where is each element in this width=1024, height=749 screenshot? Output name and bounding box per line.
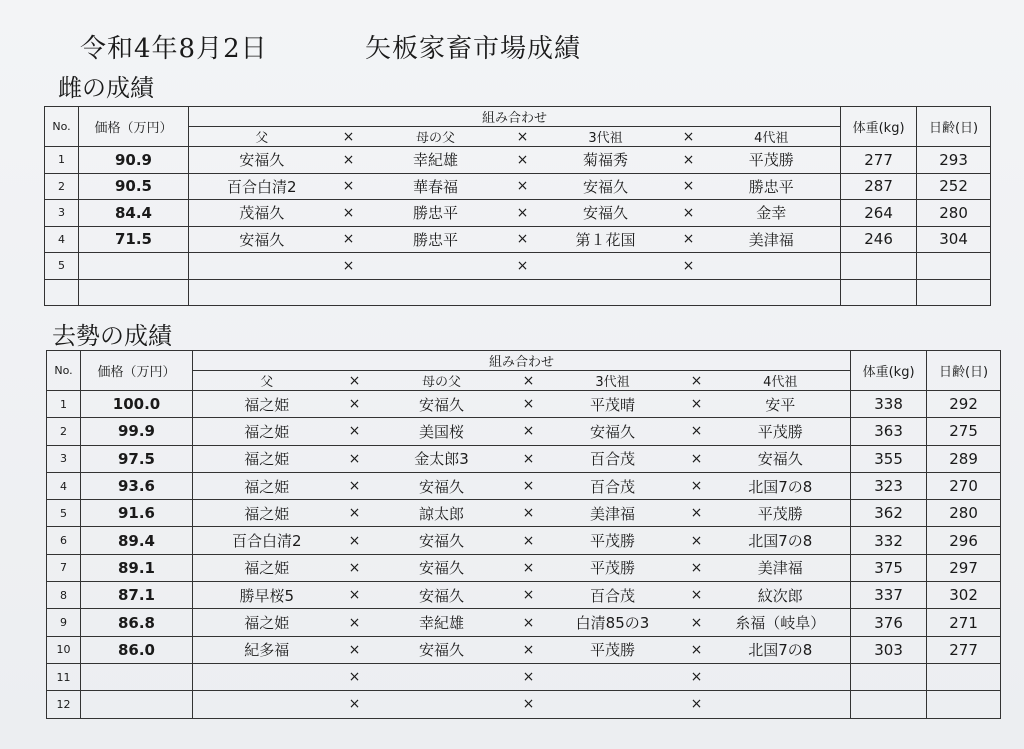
gen4-cell: 北国7の8	[711, 636, 851, 663]
dam-sire-cell	[363, 279, 509, 306]
gen4-cell: 安福久	[711, 445, 851, 472]
weight-cell: 323	[851, 472, 927, 499]
price-cell: 86.0	[81, 636, 193, 663]
combination-header: 組み合わせ	[189, 107, 841, 127]
cross-mark: ×	[509, 253, 537, 280]
gen4-cell: 平茂勝	[711, 500, 851, 527]
gen3-cell: 百合茂	[543, 472, 683, 499]
cross-header: ×	[509, 127, 537, 147]
cross-mark: ×	[515, 663, 543, 690]
gen3-cell: 安福久	[537, 173, 675, 200]
table-row	[45, 253, 991, 280]
table-row	[45, 173, 991, 200]
table-row	[47, 500, 1001, 527]
age-cell	[927, 691, 1001, 718]
age-cell: 252	[917, 173, 991, 200]
cross-mark: ×	[335, 173, 363, 200]
cross-mark: ×	[515, 527, 543, 554]
row-number: 1	[45, 147, 79, 174]
table-row	[47, 445, 1001, 472]
price-cell	[81, 663, 193, 690]
dam-sire-cell: 勝忠平	[363, 226, 509, 253]
weight-cell: 376	[851, 609, 927, 636]
cross-header: ×	[683, 371, 711, 391]
gen4-cell	[703, 279, 841, 306]
sire-cell: 勝早桜5	[193, 582, 341, 609]
row-number: 11	[47, 663, 81, 690]
combination-header: 組み合わせ	[193, 351, 851, 371]
sire-cell: 福之姫	[193, 445, 341, 472]
dam-sire-cell: 美国桜	[369, 418, 515, 445]
weight-cell: 303	[851, 636, 927, 663]
table-row	[45, 200, 991, 227]
cross-mark: ×	[341, 554, 369, 581]
price-cell	[81, 691, 193, 718]
cross-mark: ×	[509, 173, 537, 200]
age-cell: 304	[917, 226, 991, 253]
price-cell: 99.9	[81, 418, 193, 445]
dam-sire-cell: 安福久	[369, 636, 515, 663]
price-cell: 97.5	[81, 445, 193, 472]
price-header: 価格（万円）	[79, 107, 189, 147]
gen4-cell	[703, 253, 841, 280]
steer-results-table	[46, 350, 1001, 719]
sire-cell	[193, 663, 341, 690]
table-row	[47, 554, 1001, 581]
cross-mark	[335, 279, 363, 306]
cross-mark: ×	[683, 527, 711, 554]
sire-header: 父	[189, 127, 335, 147]
row-number: 9	[47, 609, 81, 636]
cross-mark: ×	[675, 200, 703, 227]
dam-sire-cell: 安福久	[369, 527, 515, 554]
gen3-cell: 平茂勝	[543, 527, 683, 554]
row-number: 3	[47, 445, 81, 472]
dam-sire-cell: 幸紀雄	[363, 147, 509, 174]
price-cell: 87.1	[81, 582, 193, 609]
gen3-cell: 第１花国	[537, 226, 675, 253]
steer-section-title: 去勢の成績	[52, 322, 172, 350]
dam-sire-cell: 安福久	[369, 472, 515, 499]
price-cell: 90.5	[79, 173, 189, 200]
row-number: 5	[45, 253, 79, 280]
cross-mark: ×	[341, 472, 369, 499]
cross-header: ×	[341, 371, 369, 391]
price-cell: 84.4	[79, 200, 189, 227]
dam-sire-cell: 勝忠平	[363, 200, 509, 227]
row-number: 10	[47, 636, 81, 663]
cross-mark: ×	[335, 226, 363, 253]
cross-mark: ×	[683, 609, 711, 636]
row-number: 2	[45, 173, 79, 200]
cross-mark: ×	[341, 391, 369, 418]
weight-cell: 355	[851, 445, 927, 472]
age-cell	[917, 279, 991, 306]
dam-sire-cell: 安福久	[369, 554, 515, 581]
price-cell: 100.0	[81, 391, 193, 418]
gen4-cell: 平茂勝	[703, 147, 841, 174]
gen4-cell: 北国7の8	[711, 472, 851, 499]
dam-sire-cell: 諒太郎	[369, 500, 515, 527]
gen4-cell	[711, 663, 851, 690]
gen3-cell: 安福久	[543, 418, 683, 445]
gen4-cell: 金幸	[703, 200, 841, 227]
heifer-section-title: 雌の成績	[58, 74, 154, 102]
price-header: 価格（万円）	[81, 351, 193, 391]
document-title	[80, 28, 581, 65]
gen4-cell: 安平	[711, 391, 851, 418]
header-row	[47, 351, 1001, 371]
cross-mark: ×	[515, 582, 543, 609]
sire-cell: 福之姫	[193, 500, 341, 527]
cross-mark: ×	[341, 663, 369, 690]
cross-mark: ×	[683, 418, 711, 445]
weight-cell: 362	[851, 500, 927, 527]
sire-cell: 福之姫	[193, 472, 341, 499]
table-row	[47, 391, 1001, 418]
gen3-cell	[543, 691, 683, 718]
weight-cell: 337	[851, 582, 927, 609]
cross-mark	[675, 279, 703, 306]
sire-cell: 福之姫	[193, 391, 341, 418]
age-cell: 293	[917, 147, 991, 174]
cross-mark	[509, 279, 537, 306]
cross-mark: ×	[683, 391, 711, 418]
weight-cell: 375	[851, 554, 927, 581]
table-row	[47, 472, 1001, 499]
table-row	[47, 663, 1001, 690]
table-row	[47, 691, 1001, 718]
gen3-cell: 百合茂	[543, 582, 683, 609]
cross-mark: ×	[683, 691, 711, 718]
sire-cell	[189, 279, 335, 306]
cross-mark: ×	[675, 173, 703, 200]
weight-cell	[851, 663, 927, 690]
cross-mark: ×	[341, 527, 369, 554]
dam-sire-header: 母の父	[369, 371, 515, 391]
age-header: 日齢(日)	[917, 107, 991, 147]
row-number: 5	[47, 500, 81, 527]
auction-date: 令和4年8月2日	[80, 34, 268, 64]
weight-cell: 332	[851, 527, 927, 554]
weight-cell: 246	[841, 226, 917, 253]
table-row	[45, 279, 991, 306]
gen4-cell: 平茂勝	[711, 418, 851, 445]
gen4-cell: 勝忠平	[703, 173, 841, 200]
table-row	[47, 527, 1001, 554]
cross-header: ×	[335, 127, 363, 147]
price-cell	[79, 253, 189, 280]
gen4-cell: 糸福（岐阜）	[711, 609, 851, 636]
weight-header: 体重(kg)	[851, 351, 927, 391]
age-cell: 275	[927, 418, 1001, 445]
cross-mark: ×	[515, 445, 543, 472]
no-header: No.	[47, 351, 81, 391]
cross-mark: ×	[341, 636, 369, 663]
price-cell	[79, 279, 189, 306]
age-cell	[927, 663, 1001, 690]
sire-cell: 安福久	[189, 147, 335, 174]
table-row	[47, 582, 1001, 609]
age-cell: 271	[927, 609, 1001, 636]
price-cell: 89.4	[81, 527, 193, 554]
dam-sire-cell: 安福久	[369, 582, 515, 609]
cross-mark: ×	[683, 582, 711, 609]
age-cell: 289	[927, 445, 1001, 472]
dam-sire-cell: 安福久	[369, 391, 515, 418]
gen4-cell: 美津福	[703, 226, 841, 253]
row-number: 4	[47, 472, 81, 499]
age-header: 日齢(日)	[927, 351, 1001, 391]
cross-mark: ×	[683, 554, 711, 581]
table-row	[45, 226, 991, 253]
weight-cell	[841, 253, 917, 280]
cross-mark: ×	[683, 445, 711, 472]
gen4-cell: 北国7の8	[711, 527, 851, 554]
age-cell: 292	[927, 391, 1001, 418]
cross-mark: ×	[675, 253, 703, 280]
row-number: 12	[47, 691, 81, 718]
gen3-cell: 平茂勝	[543, 554, 683, 581]
cross-header: ×	[515, 371, 543, 391]
heifer-results-table	[44, 106, 991, 306]
table-row	[47, 418, 1001, 445]
row-number: 6	[47, 527, 81, 554]
header-row	[45, 107, 991, 127]
age-cell: 280	[927, 500, 1001, 527]
gen3-cell: 平茂晴	[543, 391, 683, 418]
age-cell: 302	[927, 582, 1001, 609]
price-cell: 86.8	[81, 609, 193, 636]
weight-cell: 363	[851, 418, 927, 445]
age-cell: 280	[917, 200, 991, 227]
gen3-cell: 安福久	[537, 200, 675, 227]
row-number	[45, 279, 79, 306]
age-cell: 270	[927, 472, 1001, 499]
dam-sire-cell	[369, 663, 515, 690]
dam-sire-cell: 幸紀雄	[369, 609, 515, 636]
cross-mark: ×	[515, 554, 543, 581]
cross-mark: ×	[509, 147, 537, 174]
dam-sire-header: 母の父	[363, 127, 509, 147]
cross-mark: ×	[515, 472, 543, 499]
row-number: 4	[45, 226, 79, 253]
cross-mark: ×	[341, 582, 369, 609]
gen3-cell	[543, 663, 683, 690]
row-number: 1	[47, 391, 81, 418]
weight-cell: 264	[841, 200, 917, 227]
no-header: No.	[45, 107, 79, 147]
gen3-header: 3代祖	[543, 371, 683, 391]
cross-mark: ×	[341, 691, 369, 718]
dam-sire-cell: 華春福	[363, 173, 509, 200]
age-cell: 296	[927, 527, 1001, 554]
gen3-cell: 百合茂	[543, 445, 683, 472]
gen3-cell: 白清85の3	[543, 609, 683, 636]
row-number: 8	[47, 582, 81, 609]
weight-cell: 277	[841, 147, 917, 174]
cross-mark: ×	[515, 391, 543, 418]
sire-cell: 安福久	[189, 226, 335, 253]
gen3-cell: 菊福秀	[537, 147, 675, 174]
dam-sire-cell	[369, 691, 515, 718]
cross-mark: ×	[515, 609, 543, 636]
cross-mark: ×	[335, 200, 363, 227]
cross-mark: ×	[515, 636, 543, 663]
cross-mark: ×	[683, 472, 711, 499]
price-cell: 91.6	[81, 500, 193, 527]
cross-mark: ×	[341, 445, 369, 472]
price-cell: 93.6	[81, 472, 193, 499]
cross-mark: ×	[515, 500, 543, 527]
cross-mark: ×	[683, 500, 711, 527]
weight-header: 体重(kg)	[841, 107, 917, 147]
age-cell: 277	[927, 636, 1001, 663]
sire-cell: 福之姫	[193, 418, 341, 445]
cross-mark: ×	[675, 226, 703, 253]
cross-mark: ×	[341, 500, 369, 527]
gen4-cell	[711, 691, 851, 718]
row-number: 3	[45, 200, 79, 227]
sire-cell: 百合白清2	[193, 527, 341, 554]
table-row	[45, 147, 991, 174]
gen3-cell	[537, 253, 675, 280]
sire-cell: 福之姫	[193, 609, 341, 636]
cross-mark: ×	[335, 253, 363, 280]
cross-header: ×	[675, 127, 703, 147]
market-name: 矢板家畜市場成績	[365, 34, 582, 64]
sire-cell: 茂福久	[189, 200, 335, 227]
gen3-cell: 美津福	[543, 500, 683, 527]
gen3-cell: 平茂勝	[543, 636, 683, 663]
cross-mark: ×	[515, 691, 543, 718]
gen3-header: 3代祖	[537, 127, 675, 147]
table-row	[47, 609, 1001, 636]
age-cell: 297	[927, 554, 1001, 581]
cross-mark: ×	[683, 663, 711, 690]
sire-header: 父	[193, 371, 341, 391]
cross-mark: ×	[683, 636, 711, 663]
sire-cell: 百合白清2	[189, 173, 335, 200]
age-cell	[917, 253, 991, 280]
price-cell: 71.5	[79, 226, 189, 253]
dam-sire-cell	[363, 253, 509, 280]
cross-mark: ×	[341, 609, 369, 636]
gen4-cell: 紋次郎	[711, 582, 851, 609]
sire-cell	[189, 253, 335, 280]
cross-mark: ×	[515, 418, 543, 445]
gen4-header: 4代祖	[703, 127, 841, 147]
row-number: 7	[47, 554, 81, 581]
weight-cell: 287	[841, 173, 917, 200]
cross-mark: ×	[335, 147, 363, 174]
row-number: 2	[47, 418, 81, 445]
cross-mark: ×	[509, 200, 537, 227]
sire-cell	[193, 691, 341, 718]
sire-cell: 紀多福	[193, 636, 341, 663]
cross-mark: ×	[341, 418, 369, 445]
sire-cell: 福之姫	[193, 554, 341, 581]
cross-mark: ×	[509, 226, 537, 253]
cross-mark: ×	[675, 147, 703, 174]
weight-cell	[851, 691, 927, 718]
price-cell: 90.9	[79, 147, 189, 174]
weight-cell	[841, 279, 917, 306]
price-cell: 89.1	[81, 554, 193, 581]
gen3-cell	[537, 279, 675, 306]
gen4-header: 4代祖	[711, 371, 851, 391]
dam-sire-cell: 金太郎3	[369, 445, 515, 472]
table-row	[47, 636, 1001, 663]
gen4-cell: 美津福	[711, 554, 851, 581]
weight-cell: 338	[851, 391, 927, 418]
